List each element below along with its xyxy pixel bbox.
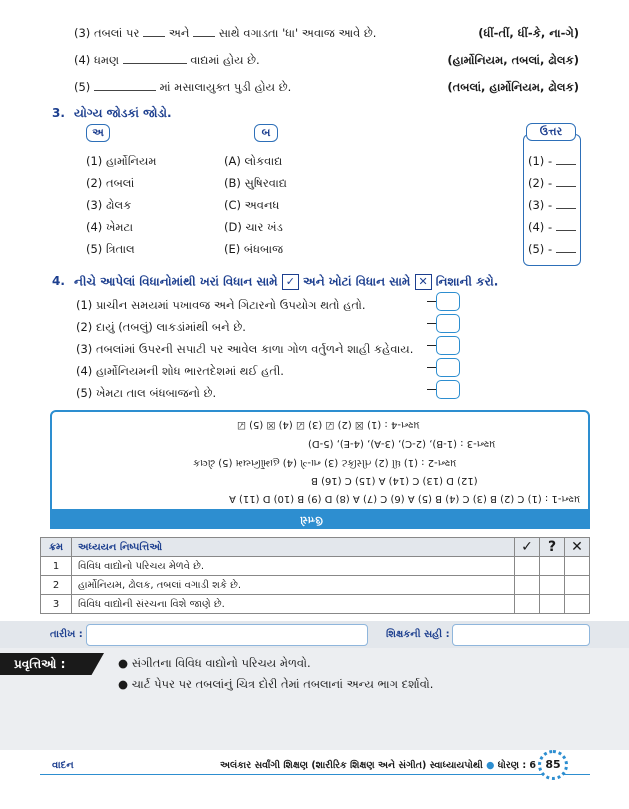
- answer-label: (4) -: [528, 220, 553, 234]
- fill-blank-item-3: (3) તબલાં પર અને સાથે વગાડતા 'ધા' અવાજ આવે છે.: [74, 26, 377, 40]
- list-item: (A) લોકવાદ્ય: [224, 154, 283, 168]
- cross-icon: ✕: [565, 538, 590, 557]
- blank-field[interactable]: [143, 36, 165, 37]
- date-label: તારીખ :: [50, 629, 83, 640]
- list-item: (3) ઢોલક: [86, 198, 132, 212]
- table-header-row: [41, 538, 590, 557]
- options-text: (તબલાં, હાર્મોનિયમ, ઢોલક): [447, 80, 579, 94]
- list-item: (1) હાર્મોનિયમ: [86, 154, 157, 168]
- answer-key-bar: [50, 509, 590, 529]
- answer-label: (3) -: [528, 198, 553, 212]
- true-false-box[interactable]: [436, 292, 460, 311]
- blank-field[interactable]: [94, 90, 156, 91]
- footer-subject: વાદન: [52, 760, 74, 771]
- cross-cell[interactable]: [565, 576, 590, 595]
- list-item: (B) સુષિરવાદ્ય: [224, 176, 287, 190]
- list-item: (2) દાયું (તબલું) લાકડાંમાંથી બને છે.: [76, 320, 246, 334]
- check-cell[interactable]: [515, 557, 540, 576]
- answer-key-line: પ્રશ્ન-3 : (1-B), (2-C), (3-A), (4-E), (5-D): [308, 438, 496, 449]
- answer-field[interactable]: [556, 164, 576, 165]
- answer-key-line: પ્રશ્ન-4 : (1) ☒ (2) ☑ (3) ☑ (4) ☒ (5) ☑: [237, 419, 420, 430]
- answer-column-header: ઉત્તર: [526, 123, 576, 141]
- cross-cell[interactable]: [565, 595, 590, 614]
- learning-outcomes-table: [40, 537, 590, 614]
- column-b-header: બ: [254, 124, 278, 142]
- question-number: 4.: [52, 274, 65, 288]
- date-field[interactable]: [86, 624, 368, 646]
- list-item: (4) ખેમટા: [86, 220, 134, 234]
- column-a-header: અ: [86, 124, 110, 142]
- list-item: (5) ખેમટા તાલ બંધબાજનો છે.: [76, 386, 217, 400]
- check-cell[interactable]: [515, 595, 540, 614]
- teacher-signature-field[interactable]: [452, 624, 590, 646]
- table-row: 2 હાર્મોનિયમ, ઢોલક, તબલાં વગાડી શકે છે.: [41, 576, 590, 595]
- answer-label: (1) -: [528, 154, 553, 168]
- check-cell[interactable]: [515, 576, 540, 595]
- activity-item: ● સંગીતના વિવિધ વાદ્યોનો પરિચય મેળવો.: [118, 656, 311, 670]
- teacher-signature-label: શિક્ષકની સહી :: [386, 629, 450, 640]
- true-false-box[interactable]: [436, 314, 460, 333]
- answer-label: (2) -: [528, 176, 553, 190]
- list-item: (5) ત્રિતાલ: [86, 242, 135, 256]
- match-left-list: [86, 150, 157, 260]
- question-cell[interactable]: [540, 595, 565, 614]
- options-text: (હાર્મોનિયમ, તબલાં, ઢોલક): [447, 53, 579, 67]
- page-number: 85: [545, 758, 561, 771]
- question-number: 3.: [52, 106, 65, 120]
- question-cell[interactable]: [540, 576, 565, 595]
- blank-field[interactable]: [193, 36, 215, 37]
- answer-key-line: પ્રશ્ન-2 : (1) ધીં (2) તીરકિટ (3) ના-ગે (4) હાર્મોનિયમ (5) ઢોલક: [192, 457, 456, 468]
- cross-cell[interactable]: [565, 557, 590, 576]
- table-row: 1 વિવિધ વાદ્યોનો પરિચય મેળવે છે.: [41, 557, 590, 576]
- answer-key-label: ઉત્તરો: [300, 514, 323, 525]
- answer-field[interactable]: [556, 252, 576, 253]
- answer-key-panel: [50, 410, 590, 513]
- column-header: અધ્યયન નિષ્પત્તિઓ: [72, 538, 515, 557]
- list-item: (1) પ્રાચીન સમયમાં પખાવજ અને ગિટારનો ઉપયોગ થતો હતો.: [76, 298, 366, 312]
- true-false-box[interactable]: [436, 380, 460, 399]
- question-cell[interactable]: [540, 557, 565, 576]
- match-right-list: [224, 150, 287, 260]
- statement-list: [76, 294, 413, 404]
- answer-field[interactable]: [556, 208, 576, 209]
- list-item: (2) તબલાં: [86, 176, 135, 190]
- options-text: (ધીં-તીં, ધીં-કે, ના-ગે): [478, 26, 579, 40]
- fill-blank-item-5: (5) માં મસાલાયુક્ત પુડી હોય છે.: [74, 80, 292, 94]
- check-icon: ✓: [515, 538, 540, 557]
- checkbox-tick-icon: ✓: [282, 274, 299, 290]
- fill-blank-item-4: (4) ધમણ વાદ્યમાં હોય છે.: [74, 53, 260, 67]
- footer-book-title: અલંકાર સર્વાંગી શિક્ષણ (શારીરિક શિક્ષણ અને સંગીત) સ્વાધ્યાયપોથી ● ધોરણ : 6: [220, 760, 537, 771]
- true-false-box[interactable]: [436, 336, 460, 355]
- true-false-box[interactable]: [436, 358, 460, 377]
- answer-key-line: પ્રશ્ન-1 : (1) C (2) B (3) C (4) B (5) A (6) C (7) A (8) D (9) B (10) D (11) A: [228, 493, 580, 504]
- question-title: નીચે આપેલાં વિધાનોમાંથી ખરાં વિધાન સામે ✓ અને ખોટાં વિધાન સામે ✕ નિશાની કરો.: [74, 274, 499, 289]
- answer-field[interactable]: [556, 230, 576, 231]
- table-row: 3 વિવિધ વાદ્યોની સંરચના વિશે જાણે છે.: [41, 595, 590, 614]
- list-item: (3) તબલાંમાં ઉપરની સપાટી પર આવેલ કાળા ગોળ વર્તુળને શાહી કહેવાય.: [76, 342, 414, 356]
- question-icon: ?: [540, 538, 565, 557]
- list-item: (E) બંધબાજ: [224, 242, 283, 256]
- question-title: યોગ્ય જોડકાં જોડો.: [74, 106, 172, 120]
- footer-rule: [40, 774, 590, 775]
- activities-label: પ્રવૃત્તિઓ :: [14, 657, 66, 671]
- answer-key-line: (12) D (13) C (14) A (15) C (16) B: [311, 475, 478, 486]
- answer-label: (5) -: [528, 242, 553, 256]
- list-item: (D) ચાર ખંડ: [224, 220, 283, 234]
- column-header: ક્રમ: [41, 538, 72, 557]
- answer-field[interactable]: [556, 186, 576, 187]
- checkbox-cross-icon: ✕: [415, 274, 432, 290]
- blank-field[interactable]: [123, 63, 187, 64]
- answer-list: [528, 150, 576, 260]
- list-item: (C) અવનધ: [224, 198, 280, 212]
- list-item: (4) હાર્મોનિયમની શોધ ભારતદેશમાં થઈ હતી.: [76, 364, 284, 378]
- activity-item: ● ચાર્ટ પેપર પર તબલાંનું ચિત્ર દોરી તેમાં તબલાનાં અન્ય ભાગ દર્શાવો.: [118, 677, 434, 691]
